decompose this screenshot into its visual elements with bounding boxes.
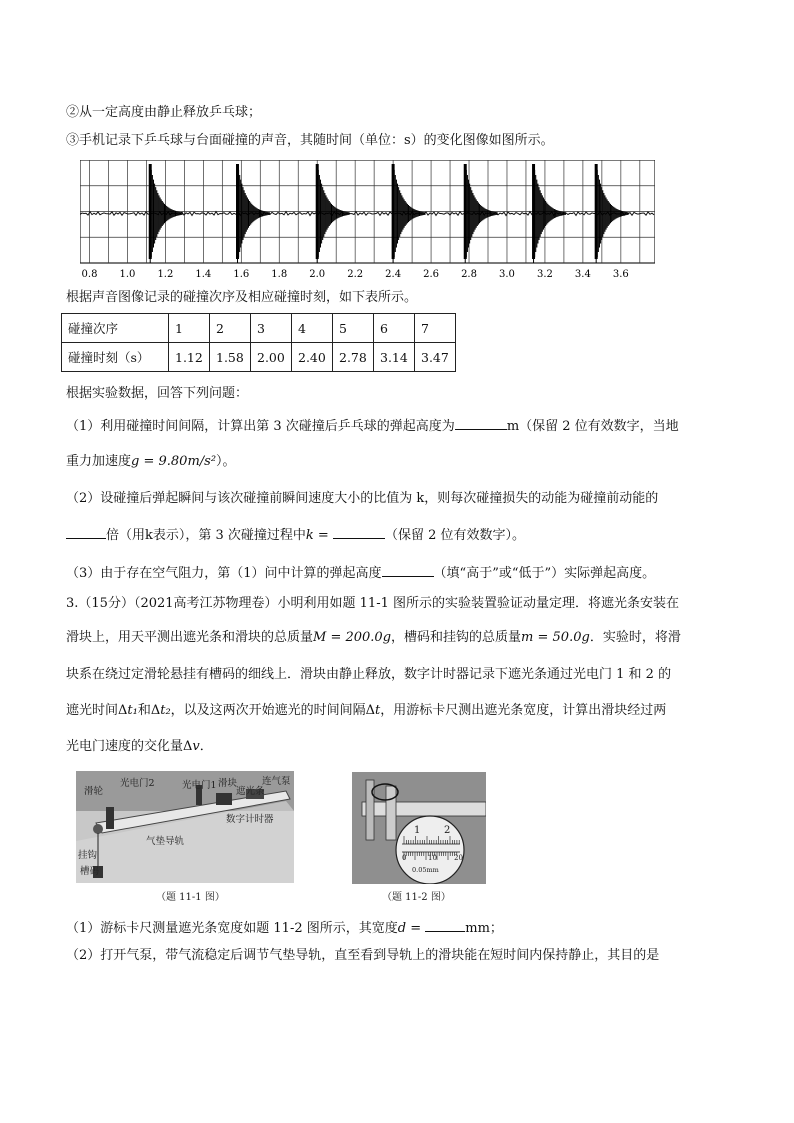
table-intro-text: 根据声音图像记录的碰撞次序及相应碰撞时刻，如下表所示。	[66, 290, 418, 305]
table-cell: 1	[169, 314, 210, 343]
fig1-label-pulley: 滑轮	[84, 786, 104, 797]
fig1-label-gate1: 光电门1	[182, 780, 217, 791]
fig2-scale-20: 20	[454, 854, 463, 862]
p3-text-2a: 滑块上，用天平测出遮光条和滑块的总质量	[66, 630, 314, 645]
x-tick-label: 1.8	[271, 269, 288, 280]
sub1-text-a: （1）游标卡尺测量遮光条宽度如题 11-2 图所示，其宽度	[66, 921, 398, 936]
q3-text-a: （3）由于存在空气阻力，第（1）问中计算的弹起高度	[66, 566, 382, 581]
q1-text-b: m（保留 2 位有效数字，当地	[506, 419, 679, 434]
problem3-line4	[66, 701, 666, 721]
x-tick-label: 1.4	[195, 269, 212, 280]
impact-spike-6	[532, 164, 535, 259]
impact-spike-3	[316, 164, 319, 259]
x-tick-label: 2.4	[385, 269, 402, 280]
p3-text-4a: 遮光时间Δ	[66, 703, 128, 718]
table-row	[62, 314, 456, 343]
fig2-scale-0: 0	[402, 854, 407, 862]
p3-dv: v	[192, 739, 200, 754]
p3-text-5b: ．	[199, 739, 213, 754]
p3-text-4c: ，以及这两次开始遮光的时间间隔Δ	[170, 703, 376, 718]
p3-mass-m: m = 50.0g	[521, 630, 590, 645]
table-cell: 4	[292, 314, 333, 343]
fig1-label-gate2: 光电门2	[120, 778, 155, 789]
impact-spike-2	[236, 164, 239, 259]
x-tick-label: 2.6	[423, 269, 440, 280]
q2-text-b: 倍（用k表示），第 3 次碰撞过程中	[106, 528, 306, 543]
fig1-label-hook: 挂钩	[78, 850, 98, 861]
impact-spike-7	[595, 164, 598, 259]
step3-text: ③手机记录下乒乓球与台面碰撞的声音，其随时间（单位：s）的变化图像如图所示。	[66, 133, 554, 148]
impact-spike-5	[464, 164, 467, 259]
x-tick-label: 3.0	[499, 269, 515, 280]
impact-spike-1	[149, 164, 152, 259]
fig2-caption: （题 11-2 图）	[382, 892, 451, 903]
subquestion-2-line: （2）打开气泵，带气流稳定后调节气垫导轨，直至看到导轨上的滑块能在短时间内保持静止，其目的是	[66, 948, 660, 963]
fig1-caption: （题 11-1 图）	[156, 892, 225, 903]
collision-table	[61, 313, 456, 372]
problem3-line2	[66, 628, 681, 648]
fig2-precision: 0.05mm	[412, 866, 439, 874]
fig1-label-track: 气垫导轨	[146, 836, 185, 847]
x-tick-label: 0.8	[81, 269, 98, 280]
q3-answer-blank[interactable]	[382, 562, 434, 577]
table-cell: 3.14	[374, 343, 415, 372]
apparatus-photo	[76, 771, 294, 883]
p3-dt1: t₁	[127, 703, 138, 718]
p3-text-5a: 光电门速度的交化量Δ	[66, 739, 193, 754]
q1-gravity-formula: g = 9.80m/s²	[131, 454, 217, 469]
q1-text-a: （1）利用碰撞时间间隔，计算出第 3 次碰撞后乒乓球的弹起高度为	[66, 419, 455, 434]
p3-text-2c: ．实验时，将滑	[589, 630, 681, 645]
x-tick-label: 2.8	[461, 269, 477, 280]
fig1-label-weight: 槽码	[80, 866, 100, 877]
subquestion-1-line	[66, 917, 503, 939]
table-cell: 碰撞次序	[62, 314, 169, 343]
fig1-label-slider: 滑块	[218, 778, 238, 789]
q2-text-c: （保留 2 位有效数字）。	[384, 528, 526, 543]
table-cell: 2.78	[333, 343, 374, 372]
table-cell: 1.58	[210, 343, 251, 372]
q2-answer-blank-1[interactable]	[66, 524, 106, 539]
table-row	[62, 343, 456, 372]
table-cell: 3	[251, 314, 292, 343]
table-cell: 碰撞时刻（s）	[62, 343, 169, 372]
fig2-scale-10: 10	[428, 854, 437, 862]
question-3-line	[66, 562, 655, 584]
question-1-line1	[66, 415, 679, 437]
table-cell: 2.00	[251, 343, 292, 372]
impact-spike-4	[392, 164, 395, 259]
table-cell: 5	[333, 314, 374, 343]
table-cell: 3.47	[415, 343, 456, 372]
problem3-line5	[66, 737, 213, 757]
x-tick-label: 2.2	[347, 269, 364, 280]
table-cell: 2.40	[292, 343, 333, 372]
table-cell: 6	[374, 314, 415, 343]
q2-answer-blank-2[interactable]	[333, 524, 385, 539]
table-cell: 7	[415, 314, 456, 343]
fig1-label-pump: 连气泵	[262, 776, 291, 787]
sub1-answer-blank[interactable]	[425, 917, 465, 932]
x-tick-label: 1.6	[233, 269, 250, 280]
sound-waveform-chart	[80, 160, 655, 282]
q3-text-b: （填“高于”或“低于”）实际弹起高度。	[433, 566, 656, 581]
sub1-d-formula: d =	[397, 921, 422, 936]
p3-text-4d: ，用游标卡尺测出遮光条宽度，计算出滑块经过两	[380, 703, 667, 718]
x-tick-label: 1.2	[157, 269, 174, 280]
problem3-line3: 块系在绕过定滑轮悬挂有槽码的细线上．滑块由静止释放，数字计时器记录下遮光条通过光电门 1 和 2 的	[66, 667, 672, 682]
q1-text-c: 重力加速度	[66, 454, 132, 469]
x-tick-label: 1.0	[119, 269, 136, 280]
question-2-line1: （2）设碰撞后弹起瞬间与该次碰撞前瞬间速度大小的比值为 k，则每次碰撞损失的动能为碰撞前动能的	[66, 491, 659, 506]
p3-dt2: t₂	[160, 703, 171, 718]
p3-dt: t	[375, 703, 381, 718]
question-2-line2	[66, 524, 525, 546]
q2-k-formula: k =	[305, 528, 329, 543]
x-tick-label: 3.6	[612, 269, 629, 280]
q1-text-d: ）。	[216, 454, 236, 469]
fig2-main-2: 2	[444, 825, 451, 836]
x-tick-label: 3.4	[574, 269, 591, 280]
q1-answer-blank[interactable]	[455, 415, 507, 430]
fig1-label-shade: 遮光条	[236, 786, 265, 797]
question-1-line2	[66, 452, 236, 472]
answer-intro-text: 根据实验数据，回答下列问题：	[66, 386, 249, 401]
p3-text-4b: 和Δ	[137, 703, 161, 718]
fig2-main-1: 1	[414, 825, 421, 836]
table-cell: 1.12	[169, 343, 210, 372]
table-cell: 2	[210, 314, 251, 343]
p3-text-2b: ，槽码和挂钩的总质量	[391, 630, 522, 645]
sub1-text-b: mm；	[465, 921, 503, 936]
caliper-photo	[352, 772, 486, 884]
problem3-line1: 3.（15分）（2021高考江苏物理卷）小明利用如题 11-1 图所示的实验装置验证动量定理．将遮光条安装在	[66, 596, 680, 611]
p3-mass-M: M = 200.0g	[313, 630, 392, 645]
x-tick-label: 2.0	[309, 269, 326, 280]
x-tick-label: 3.2	[536, 269, 553, 280]
fig1-label-timer: 数字计时器	[226, 814, 274, 825]
step2-text: ②从一定高度由静止释放乒乓球；	[66, 105, 262, 120]
